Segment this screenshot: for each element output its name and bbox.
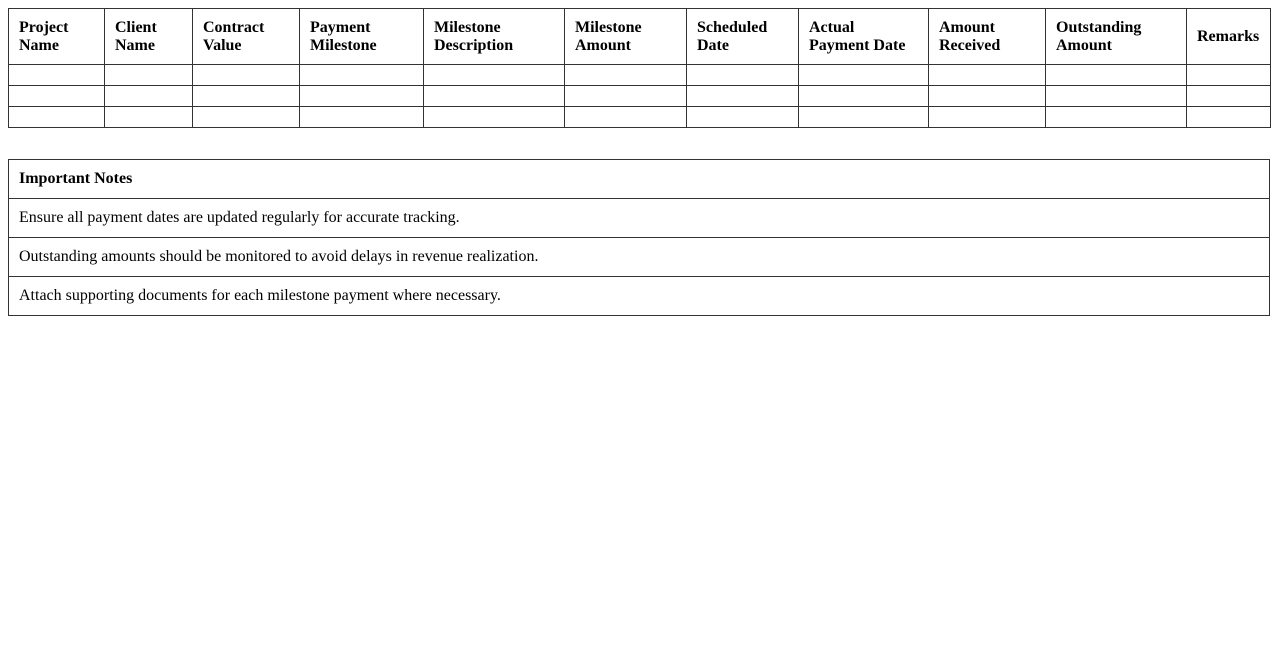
header-actual-payment-date <box>799 9 929 65</box>
table-cell[interactable] <box>687 65 799 86</box>
table-cell[interactable] <box>565 86 687 107</box>
table-cell[interactable] <box>193 86 300 107</box>
header-line: Client <box>115 18 157 36</box>
table-cell[interactable] <box>105 65 193 86</box>
table-cell[interactable] <box>1046 86 1187 107</box>
note-row <box>9 238 1270 277</box>
note-row <box>9 199 1270 238</box>
table-body <box>9 65 1271 128</box>
table-cell[interactable] <box>193 65 300 86</box>
note-item: Outstanding amounts should be monitored to avoid delays in revenue realization. <box>9 238 1270 277</box>
table-cell[interactable] <box>565 107 687 128</box>
table-cell[interactable] <box>9 86 105 107</box>
header-line: Name <box>115 36 155 54</box>
header-line: Milestone <box>310 36 377 54</box>
table-cell[interactable] <box>300 65 424 86</box>
header-project-name <box>9 9 105 65</box>
table-cell[interactable] <box>193 107 300 128</box>
table-cell[interactable] <box>9 107 105 128</box>
table-cell[interactable] <box>1046 107 1187 128</box>
table-cell[interactable] <box>1187 65 1271 86</box>
note-item: Attach supporting documents for each milestone payment where necessary. <box>9 277 1270 316</box>
header-line: Name <box>19 36 59 54</box>
table-cell[interactable] <box>300 86 424 107</box>
header-milestone-amount <box>565 9 687 65</box>
header-line: Contract <box>203 18 265 36</box>
table-cell[interactable] <box>799 86 929 107</box>
notes-header-row <box>9 160 1270 199</box>
table-header-row <box>9 9 1271 65</box>
table-cell[interactable] <box>565 65 687 86</box>
header-line: Project <box>19 18 69 36</box>
notes-title: Important Notes <box>9 160 1270 199</box>
header-line: Amount <box>575 36 632 54</box>
header-line: Milestone <box>434 18 501 36</box>
table-cell[interactable] <box>105 86 193 107</box>
header-payment-milestone <box>300 9 424 65</box>
table-cell[interactable] <box>105 107 193 128</box>
header-line: Amount <box>1056 36 1113 54</box>
header-line: Payment <box>310 18 371 36</box>
note-item: Ensure all payment dates are updated regularly for accurate tracking. <box>9 199 1270 238</box>
table-cell[interactable] <box>424 86 565 107</box>
important-notes-table <box>8 159 1270 316</box>
table-cell[interactable] <box>300 107 424 128</box>
header-line: Scheduled <box>697 18 768 36</box>
header-line: Description <box>434 36 514 54</box>
payment-tracking-table <box>8 8 1271 128</box>
header-line: Outstanding <box>1056 18 1142 36</box>
table-cell[interactable] <box>799 65 929 86</box>
table-cell[interactable] <box>929 86 1046 107</box>
header-line: Remarks <box>1197 27 1260 45</box>
table-cell[interactable] <box>1187 107 1271 128</box>
table-row <box>9 107 1271 128</box>
table-row <box>9 65 1271 86</box>
table-cell[interactable] <box>9 65 105 86</box>
table-cell[interactable] <box>799 107 929 128</box>
table-cell[interactable] <box>424 65 565 86</box>
table-cell[interactable] <box>424 107 565 128</box>
note-row <box>9 277 1270 316</box>
table-cell[interactable] <box>929 107 1046 128</box>
header-client-name <box>105 9 193 65</box>
header-remarks <box>1187 9 1271 65</box>
header-line: Value <box>203 36 242 54</box>
header-line: Received <box>939 36 1001 54</box>
header-line: Actual <box>809 18 855 36</box>
header-milestone-description <box>424 9 565 65</box>
table-cell[interactable] <box>687 86 799 107</box>
table-row <box>9 86 1271 107</box>
header-outstanding-amount <box>1046 9 1187 65</box>
header-contract-value <box>193 9 300 65</box>
header-line: Payment Date <box>809 36 906 54</box>
header-line: Milestone <box>575 18 642 36</box>
table-cell[interactable] <box>687 107 799 128</box>
header-scheduled-date <box>687 9 799 65</box>
table-cell[interactable] <box>929 65 1046 86</box>
header-line: Amount <box>939 18 996 36</box>
table-cell[interactable] <box>1187 86 1271 107</box>
table-cell[interactable] <box>1046 65 1187 86</box>
header-line: Date <box>697 36 729 54</box>
header-amount-received <box>929 9 1046 65</box>
